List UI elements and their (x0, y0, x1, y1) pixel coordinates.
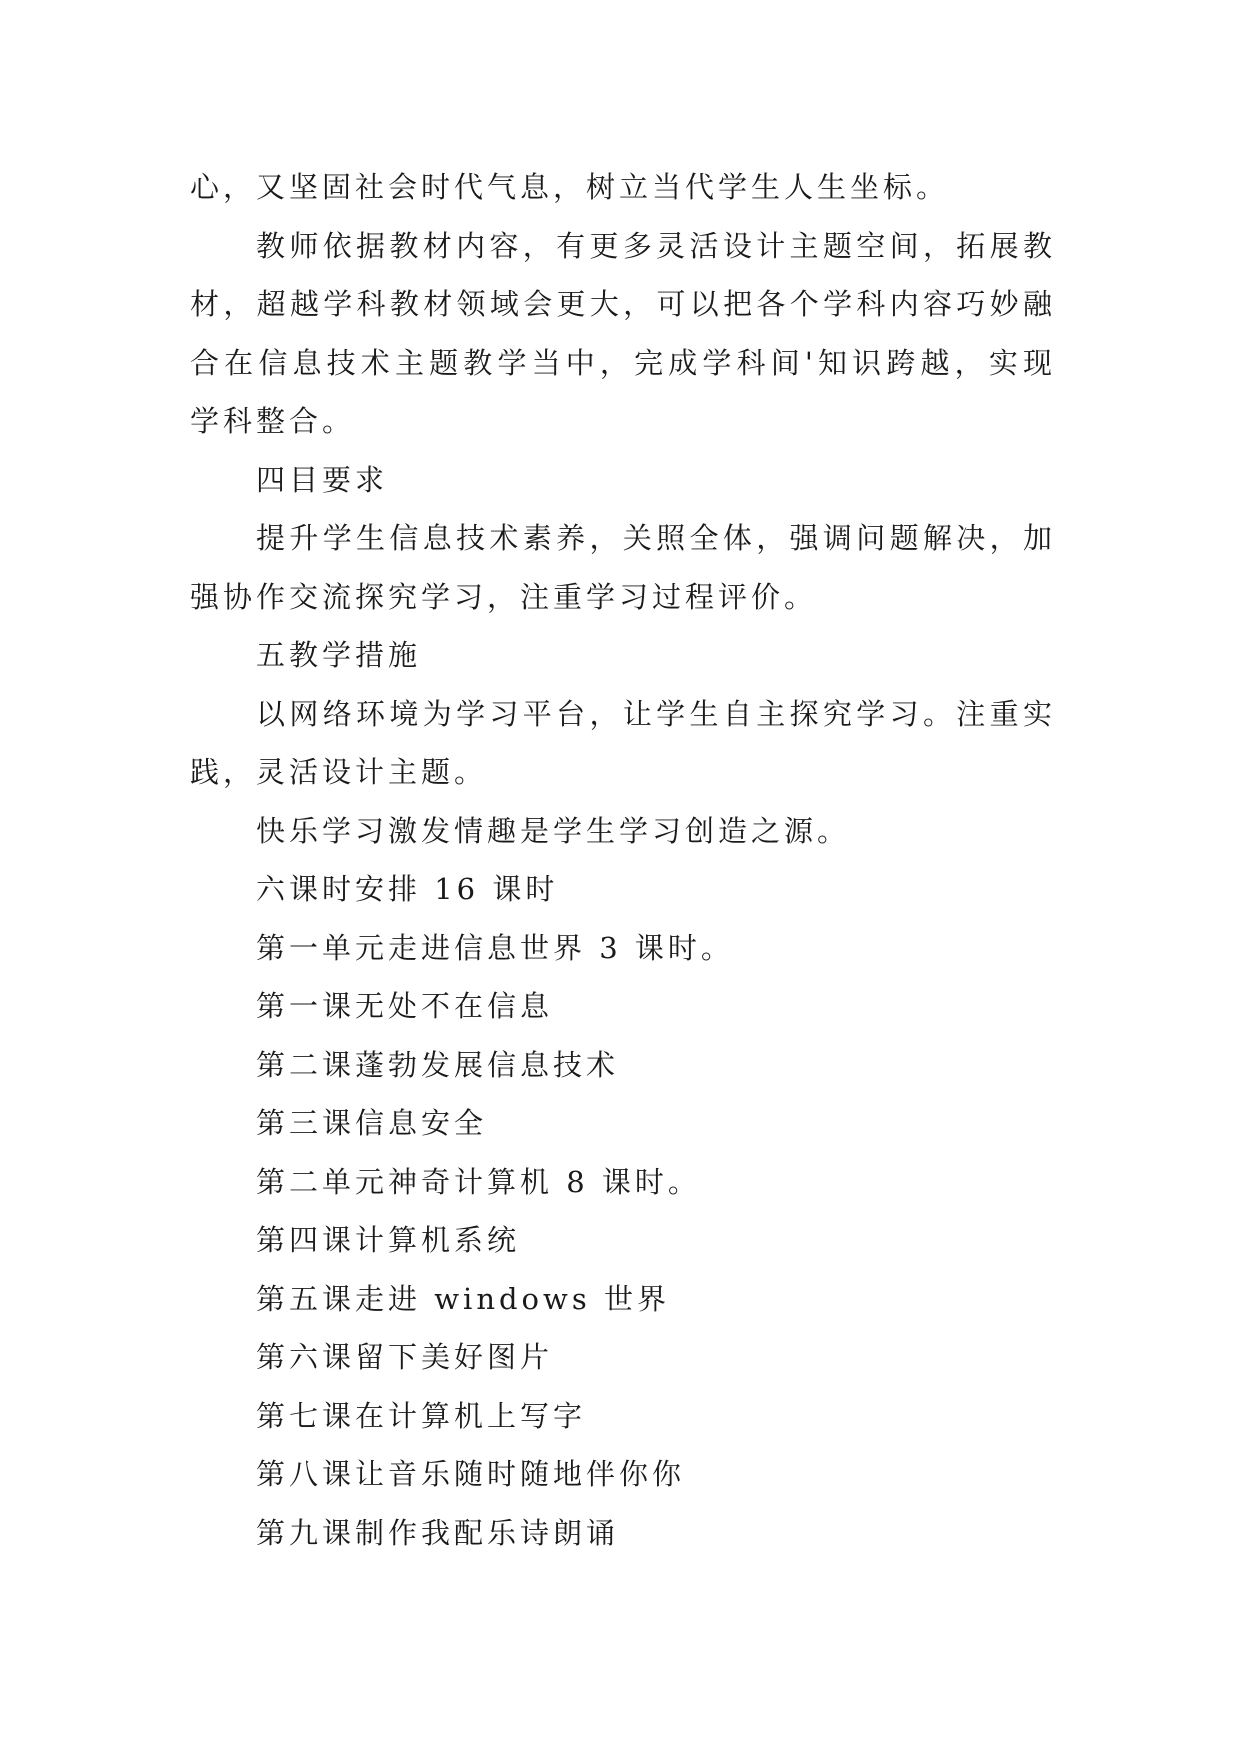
paragraph: 快乐学习激发情趣是学生学习创造之源。 (256, 813, 851, 848)
lesson-item: 第六课留下美好图片 (256, 1340, 554, 1374)
paragraph: 教师依据教材内容，有更多灵活设计主题空间，拓展教材，超越学科教材领域会更大，可以把各个学科内容巧妙融合在信息技术主题教学当中，完成学科间'知识跨越，实现学科整合。 (190, 228, 1056, 438)
lesson-item: 第七课在计算机上写字 (256, 1398, 587, 1433)
lesson-item: 第五课走进 windows 世界 (256, 1281, 670, 1316)
paragraph: 提升学生信息技术素养，关照全体，强调问题解决，加强协作交流探究学习，注重学习过程评价。 (190, 521, 1056, 614)
lesson-item: 第八课让音乐随时随地伴你你 (256, 1457, 686, 1491)
unit-heading: 第一单元走进信息世界 3 课时。 (256, 930, 734, 965)
paragraph: 以网络环境为学习平台，让学生自主探究学习。注重实践，灵活设计主题。 (190, 696, 1056, 789)
paragraph: 心，又坚固社会时代气息，树立当代学生人生坐标。 (190, 170, 950, 204)
lesson-item: 第二课蓬勃发展信息技术 (256, 1047, 620, 1082)
unit-heading: 第二单元神奇计算机 8 课时。 (256, 1164, 701, 1199)
lesson-item: 第九课制作我配乐诗朗诵 (256, 1515, 620, 1550)
lesson-item: 第三课信息安全 (256, 1106, 488, 1140)
lesson-item: 第一课无处不在信息 (256, 989, 554, 1023)
section-heading: 五教学措施 (256, 638, 422, 672)
section-heading: 四目要求 (256, 462, 389, 497)
document-body (190, 158, 1056, 1562)
section-heading: 六课时安排 16 课时 (256, 872, 559, 906)
lesson-item: 第四课计算机系统 (256, 1223, 521, 1257)
